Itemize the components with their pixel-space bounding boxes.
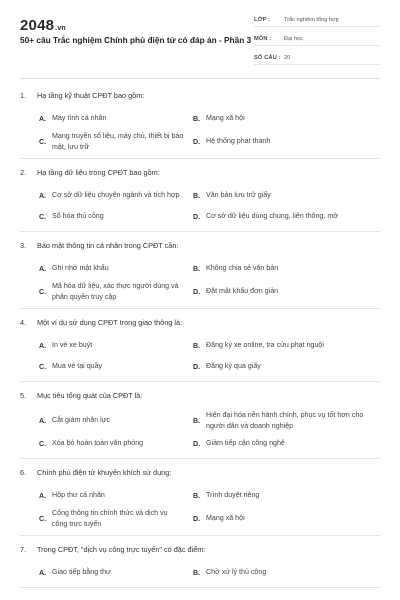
- option-text: Cơ sở dữ liệu dùng chung, liên thông, mở: [206, 212, 338, 221]
- question-text: Hạ tầng dữ liệu trong CPĐT bao gồm:: [37, 167, 160, 177]
- answer-option[interactable]: [20, 335, 192, 356]
- option-text: Sổ hóa thủ công: [52, 212, 104, 221]
- answer-options: [20, 562, 380, 583]
- option-letter: D.: [193, 439, 201, 448]
- option-text: Chờ xử lý thủ công: [206, 568, 267, 577]
- question-number: 7.: [20, 544, 27, 554]
- option-letter: B.: [193, 568, 201, 577]
- option-letter: A.: [39, 568, 47, 577]
- question-header: [20, 536, 380, 562]
- option-text: Cơ sở dữ liệu chuyên ngành và tích hợp: [52, 191, 180, 200]
- meta-label: LỚP :: [254, 17, 271, 23]
- answer-option[interactable]: [192, 356, 380, 377]
- option-text: Mạng xã hội: [206, 114, 245, 123]
- answer-option[interactable]: [192, 562, 380, 583]
- option-letter: B.: [193, 191, 201, 200]
- option-letter: C.: [39, 212, 47, 221]
- answer-options: [20, 108, 380, 154]
- question-item: [20, 536, 380, 588]
- answer-option[interactable]: [192, 279, 380, 304]
- option-letter: B.: [193, 416, 201, 425]
- option-letter: D.: [193, 514, 201, 523]
- question-item: [20, 309, 380, 382]
- option-text: Mã hóa dữ liệu, xác thực người dùng và phân quyền truy cập: [52, 282, 179, 301]
- option-text: Cắt giảm nhân lực: [52, 416, 110, 425]
- question-header: [20, 309, 380, 335]
- option-text: Trình duyệt riêng: [206, 491, 260, 500]
- answer-option[interactable]: [20, 408, 192, 433]
- answer-option[interactable]: [192, 408, 380, 433]
- question-number: 4.: [20, 317, 27, 327]
- question-text: Mục tiêu tổng quát của CPĐT là:: [37, 390, 143, 400]
- option-letter: D.: [193, 362, 201, 371]
- question-number: 6.: [20, 467, 27, 477]
- question-text: Chính phủ điện tử khuyến khích sử dụng:: [37, 467, 172, 477]
- answer-option[interactable]: [20, 506, 192, 531]
- answer-option[interactable]: [20, 279, 192, 304]
- question-header: [20, 232, 380, 258]
- option-text: Máy tính cá nhân: [52, 114, 107, 123]
- question-header: [20, 459, 380, 485]
- option-letter: C.: [39, 137, 47, 146]
- option-text: Đăng ký xe online, tra cứu phạt nguội: [206, 341, 324, 350]
- question-text: Trong CPĐT, "dịch vụ công trực tuyến" có đặc điểm:: [37, 544, 206, 554]
- option-letter: D.: [193, 287, 201, 296]
- option-text: Giao tiếp bằng thư: [52, 568, 111, 577]
- question-item: [20, 382, 380, 459]
- answer-option[interactable]: [20, 258, 192, 279]
- option-letter: B.: [193, 114, 201, 123]
- option-letter: A.: [39, 114, 47, 123]
- answer-option[interactable]: [192, 129, 380, 154]
- option-letter: D.: [193, 137, 201, 146]
- answer-option[interactable]: [192, 485, 380, 506]
- document-title: 50+ câu Trắc nghiệm Chính phủ điện tử có đáp án - Phần 3: [20, 35, 252, 45]
- option-letter: C.: [39, 439, 47, 448]
- option-text: Hiện đại hóa nền hành chính, phục vụ tốt hơn cho người dân và doanh nghiệp: [206, 411, 364, 430]
- option-letter: B.: [193, 341, 201, 350]
- question-header: [20, 82, 380, 108]
- option-letter: C.: [39, 362, 47, 371]
- header: [0, 0, 400, 68]
- question-item: [20, 159, 380, 232]
- answer-options: [20, 185, 380, 227]
- option-letter: A.: [39, 341, 47, 350]
- meta-value: 20: [284, 55, 291, 61]
- answer-option[interactable]: [20, 185, 192, 206]
- meta-row-subject: [254, 33, 380, 46]
- question-number: 3.: [20, 240, 27, 250]
- option-letter: C.: [39, 287, 47, 296]
- question-text: Một ví dụ sử dụng CPĐT trong giao thông là:: [37, 317, 183, 327]
- question-list: [20, 82, 380, 588]
- question-item: [20, 232, 380, 309]
- option-text: Cổng thông tin chính thức và dịch vụ công trực tuyến: [52, 509, 168, 528]
- option-text: Ghi nhớ mật khẩu: [52, 264, 109, 273]
- option-letter: B.: [193, 264, 201, 273]
- option-text: Mua vé tại quầy: [52, 362, 103, 371]
- logo-suffix: .vn: [55, 25, 66, 32]
- answer-option[interactable]: [20, 433, 192, 454]
- answer-option[interactable]: [192, 506, 380, 531]
- question-item: [20, 459, 380, 536]
- option-text: Giảm tiếp cận công nghệ: [206, 439, 285, 448]
- meta-info: [254, 14, 380, 71]
- option-letter: A.: [39, 491, 47, 500]
- option-letter: C.: [39, 514, 47, 523]
- answer-option[interactable]: [20, 108, 192, 129]
- question-number: 2.: [20, 167, 27, 177]
- question-item: [20, 82, 380, 159]
- meta-value: Đại học: [284, 36, 303, 42]
- answer-option[interactable]: [192, 108, 380, 129]
- answer-options: [20, 485, 380, 531]
- answer-option[interactable]: [192, 206, 380, 227]
- option-text: In vé xe buýt: [52, 341, 93, 350]
- answer-option[interactable]: [20, 485, 192, 506]
- option-text: Đặt mật khẩu đơn giản: [206, 287, 279, 296]
- question-header: [20, 382, 380, 408]
- option-letter: A.: [39, 191, 47, 200]
- option-text: Mạng xã hội: [206, 514, 245, 523]
- option-letter: D.: [193, 212, 201, 221]
- meta-row-class: [254, 14, 380, 27]
- question-text: Bảo mật thông tin cá nhân trong CPĐT cần:: [37, 240, 179, 250]
- meta-row-count: [254, 52, 380, 65]
- option-text: Hệ thống phát thanh: [206, 137, 271, 146]
- option-text: Mạng truyền số liệu, máy chủ, thiết bị bảo mật, lưu trữ: [52, 132, 184, 151]
- answer-option[interactable]: [20, 129, 192, 154]
- question-number: 1.: [20, 90, 27, 100]
- option-text: Không chia sẻ văn bản: [206, 264, 279, 273]
- option-letter: A.: [39, 264, 47, 273]
- answer-option[interactable]: [20, 356, 192, 377]
- header-divider: [20, 78, 380, 79]
- option-text: Hộp thư cá nhân: [52, 491, 105, 500]
- answer-option[interactable]: [192, 433, 380, 454]
- meta-label: MÔN :: [254, 36, 272, 42]
- question-text: Hạ tầng kỹ thuật CPĐT bao gồm:: [37, 90, 145, 100]
- site-logo[interactable]: [20, 17, 66, 34]
- option-text: Xóa bỏ hoàn toàn văn phòng: [52, 439, 144, 448]
- meta-label: SỐ CÂU :: [254, 55, 281, 61]
- answer-option[interactable]: [192, 258, 380, 279]
- answer-option[interactable]: [192, 335, 380, 356]
- option-letter: A.: [39, 416, 47, 425]
- option-text: Đăng ký qua giấy: [206, 362, 261, 371]
- logo-text: 2048: [20, 17, 55, 34]
- option-text: Văn bản lưu trữ giấy: [206, 191, 271, 200]
- answer-option[interactable]: [20, 562, 192, 583]
- meta-value: Trắc nghiệm tổng hợp: [284, 17, 339, 23]
- question-header: [20, 159, 380, 185]
- answer-option[interactable]: [192, 185, 380, 206]
- question-number: 5.: [20, 390, 27, 400]
- option-letter: B.: [193, 491, 201, 500]
- answer-option[interactable]: [20, 206, 192, 227]
- answer-options: [20, 258, 380, 304]
- answer-options: [20, 335, 380, 377]
- answer-options: [20, 408, 380, 454]
